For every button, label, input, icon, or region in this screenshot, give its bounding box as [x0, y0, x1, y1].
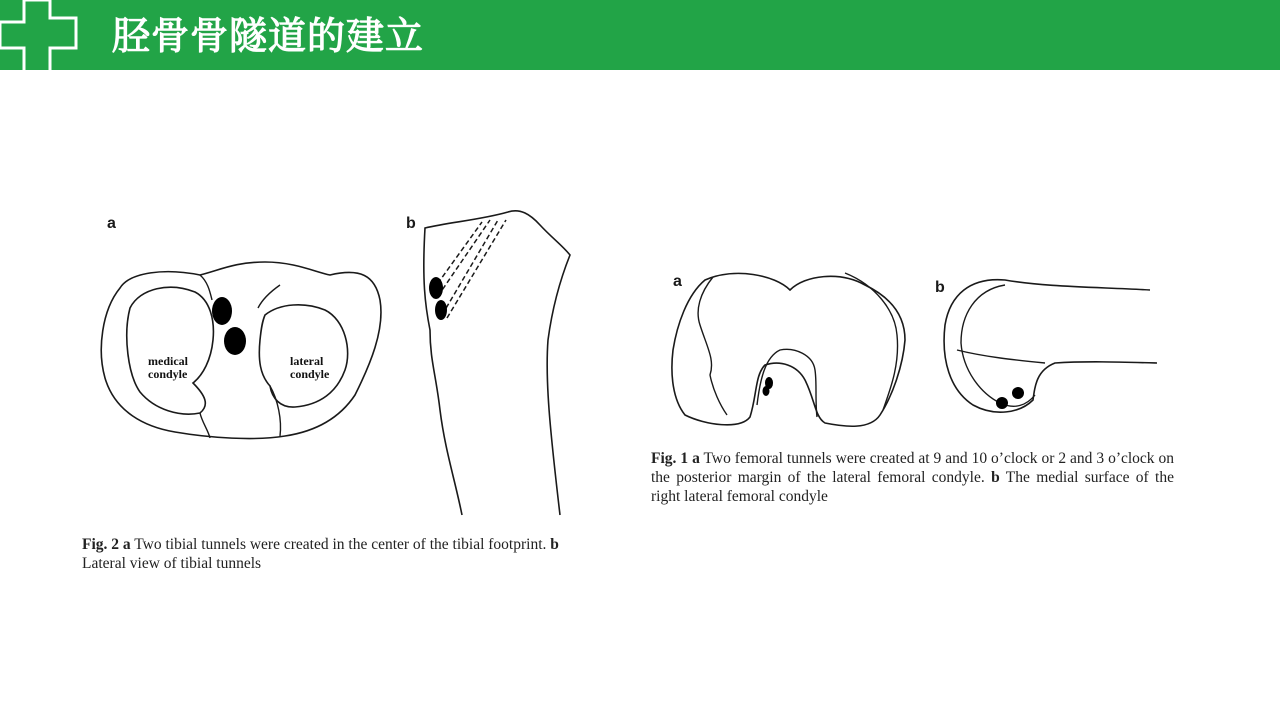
fig1-a-marker: a — [692, 450, 700, 467]
fig2-b-text: Lateral view of tibial tunnels — [82, 555, 262, 572]
femoral-tunnel-front-2 — [763, 386, 770, 396]
posterior-line-medial — [200, 413, 210, 438]
fig1-panel-a-label: a — [673, 273, 682, 290]
header-cross-logo — [0, 0, 90, 72]
femoral-tunnel-side-2 — [1012, 387, 1024, 399]
tibial-tunnel-figure — [90, 200, 590, 520]
slide-title: 胫骨骨隧道的建立 — [112, 14, 425, 58]
femur-front-inner — [698, 277, 727, 415]
tibial-tunnel-2 — [224, 327, 246, 355]
tibial-tunnel-lateral-2 — [435, 300, 447, 320]
femur-side-inner — [961, 285, 1035, 406]
fig1-b-text: The medial surface of the right lateral femoral condyle — [651, 469, 1174, 505]
fig2-panel-b-label: b — [406, 215, 416, 232]
fig2-panel-a-label: a — [107, 215, 116, 232]
femur-side-line — [957, 350, 1045, 363]
fig1-ref: Fig. 1 — [651, 450, 689, 467]
tibial-tunnel-1 — [212, 297, 232, 325]
femoral-tunnel-figure — [665, 265, 1175, 435]
tibial-tunnel-lateral-1 — [429, 277, 443, 299]
fig2-a-text: Two tibial tunnels were created in the center of the tibial footprint. — [134, 536, 547, 553]
femoral-tunnel-side-1 — [996, 397, 1008, 409]
tibia-lateral-outline — [424, 211, 570, 515]
medial-label-line1: medical — [148, 354, 188, 368]
tunnel-dash-3 — [442, 220, 498, 315]
tunnel-dash-2 — [438, 220, 490, 296]
medial-condyle-outline — [127, 287, 214, 414]
femur-front-inner-right — [845, 273, 898, 410]
fig1-caption — [651, 449, 1174, 506]
fig2-b-marker: b — [550, 536, 559, 553]
fig2-caption — [82, 535, 590, 573]
intercondylar-line-right — [258, 285, 280, 308]
lateral-label-line2: condyle — [290, 367, 330, 381]
fig1-a-text: Two femoral tunnels were created at 9 and 10 o’clock or 2 and 3 o’clock on the posterior margin of the lateral femoral condyle. — [651, 450, 1174, 486]
fig2-a-marker: a — [122, 536, 131, 553]
fig2-ref: Fig. 2 — [82, 536, 120, 553]
lateral-label-line1: lateral — [290, 354, 324, 368]
fig1-b-marker: b — [991, 469, 1000, 486]
fig1-panel-b-label: b — [935, 279, 945, 296]
medial-label-line2: condyle — [148, 367, 188, 381]
